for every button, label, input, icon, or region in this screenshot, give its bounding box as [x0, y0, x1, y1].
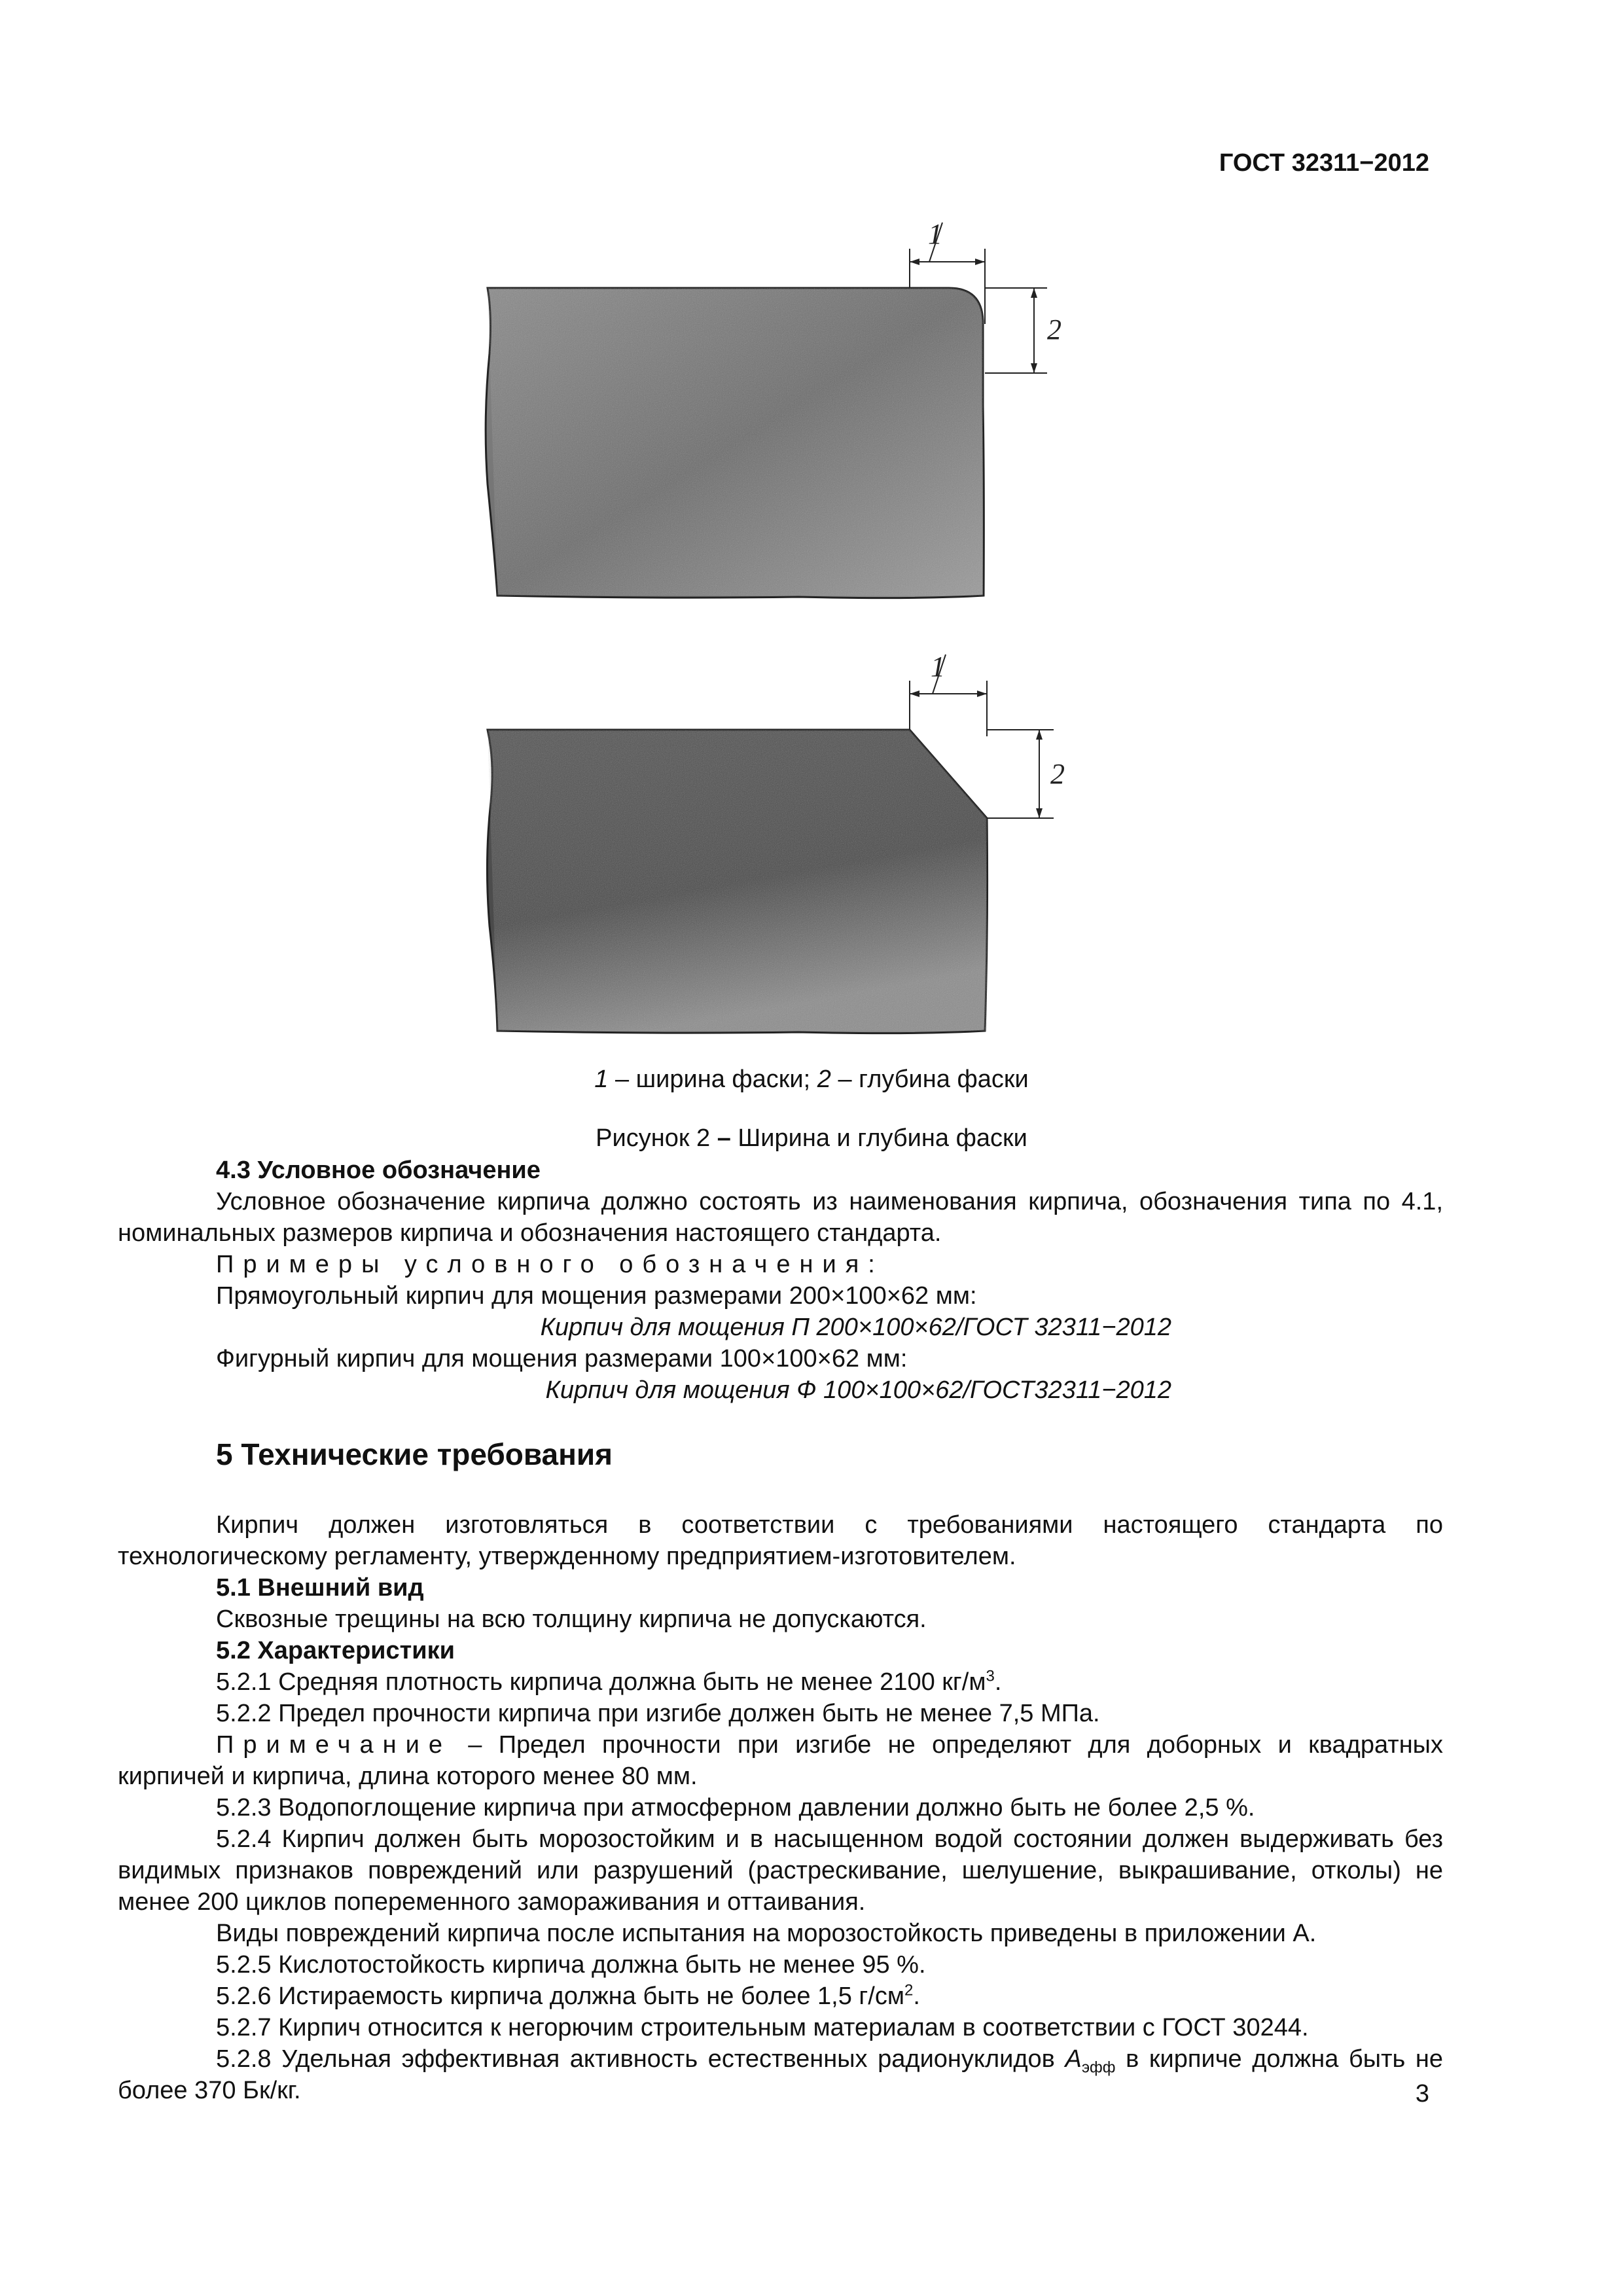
item-5-2-8-symbol: А — [1065, 2045, 1082, 2073]
document-code: ГОСТ 32311−2012 — [1219, 149, 1429, 177]
note-5-2-2 — [118, 1729, 1443, 1792]
item-5-2-6-text: 5.2.6 Истираемость кирпича должна быть не более 1,5 г/см — [216, 1982, 904, 2010]
dim-label-depth: 2 — [1050, 758, 1065, 790]
dim-label-width: 1 — [931, 651, 945, 683]
note-text: – Предел прочности при изгибе не определяют для доборных и квадратных кирпичей и кирпича, длина которого менее 80 мм. — [118, 1731, 1443, 1790]
example-1-intro: Прямоугольный кирпич для мощения размерами 200×100×62 мм: — [216, 1282, 977, 1310]
item-5-2-6 — [118, 1981, 1443, 2012]
section-4-3-heading: 4.3 Условное обозначение — [216, 1157, 541, 1184]
item-5-2-1-sup: 3 — [986, 1667, 995, 1685]
figure-caption — [0, 1124, 1623, 1153]
page-number: 3 — [1415, 2080, 1429, 2108]
texture-grain — [488, 288, 985, 599]
item-5-2-6-sup: 2 — [904, 1981, 914, 2000]
item-5-2-1-end: . — [994, 1668, 1002, 1696]
legend-text-1: – ширина фаски; — [608, 1066, 817, 1093]
legend-text-2: – глубина фаски — [830, 1066, 1029, 1093]
section-5-heading: 5 Технические требования — [216, 1437, 613, 1471]
item-5-2-2: 5.2.2 Предел прочности кирпича при изгибе должен быть не менее 7,5 МПа. — [216, 1700, 1100, 1727]
item-5-2-3: 5.2.3 Водопоглощение кирпича при атмосферном давлении должно быть не более 2,5 %. — [216, 1794, 1255, 1821]
figure-caption-dash: – — [717, 1124, 731, 1152]
example-1-designation: Кирпич для мощения П 200×100×62/ГОСТ 32311−2012 — [540, 1314, 1171, 1341]
item-5-2-8 — [118, 2043, 1443, 2106]
example-2-designation: Кирпич для мощения Ф 100×100×62/ГОСТ32311−2012 — [545, 1376, 1171, 1404]
section-4-3-paragraph: Условное обозначение кирпича должно состоять из наименования кирпича, обозначения типа по 4.1, номинальных размеров кирпича и обозначения настоящего стандарта. — [118, 1188, 1443, 1247]
legend-num-2: 2 — [817, 1066, 831, 1093]
item-5-2-4-damage-types: Виды повреждений кирпича после испытания на морозостойкость приведены в приложении А. — [216, 1920, 1317, 1947]
item-5-2-8-text-b: в кирпиче должна быть не более 370 Бк/кг. — [118, 2045, 1444, 2104]
item-5-2-6-end: . — [913, 1982, 920, 2010]
texture-grain — [488, 730, 988, 1034]
item-5-2-8-subscript: эфф — [1081, 2058, 1116, 2077]
dim-label-depth: 2 — [1047, 314, 1061, 346]
section-5-1-text: Сквозные трещины на всю толщину кирпича не допускаются. — [216, 1605, 927, 1633]
item-5-2-4: 5.2.4 Кирпич должен быть морозостойким и в насыщенном водой состоянии должен выдерживать без видимых признаков повреждений или разрушений (растрескивание, шелушение, выкрашивание, отколы) не менее 200 циклов попеременного замораживания и оттаивания. — [118, 1825, 1443, 1916]
item-5-2-8-text-a: 5.2.8 Удельная эффективная активность естественных радионуклидов — [216, 2045, 1065, 2073]
figure-legend — [0, 1066, 1623, 1094]
section-5-2-heading: 5.2 Характеристики — [216, 1637, 455, 1664]
dim-label-width: 1 — [928, 218, 942, 250]
examples-heading: Примеры условного обозначения: — [216, 1251, 884, 1278]
item-5-2-1-text: 5.2.1 Средняя плотность кирпича должна быть не менее 2100 кг/м — [216, 1668, 986, 1696]
note-label: Примечание — [216, 1731, 452, 1759]
item-5-2-7: 5.2.7 Кирпич относится к негорючим строительным материалам в соответствии с ГОСТ 30244. — [216, 2014, 1309, 2041]
section-5-1-heading: 5.1 Внешний вид — [216, 1574, 424, 1602]
figure-rounded-chamfer — [458, 209, 1113, 628]
example-2-intro: Фигурный кирпич для мощения размерами 100×100×62 мм: — [216, 1345, 908, 1372]
figure-caption-prefix: Рисунок 2 — [596, 1124, 717, 1152]
section-5-intro: Кирпич должен изготовляться в соответствии с требованиями настоящего стандарта по технологическому регламенту, утвержденному предприятием-изготовителем. — [118, 1511, 1443, 1570]
figure-straight-chamfer — [458, 645, 1113, 1050]
item-5-2-1 — [118, 1666, 1443, 1698]
item-5-2-5: 5.2.5 Кислотостойкость кирпича должна быть не менее 95 %. — [216, 1951, 926, 1979]
legend-num-1: 1 — [594, 1066, 609, 1093]
figure-caption-text: Ширина и глубина фаски — [730, 1124, 1027, 1152]
